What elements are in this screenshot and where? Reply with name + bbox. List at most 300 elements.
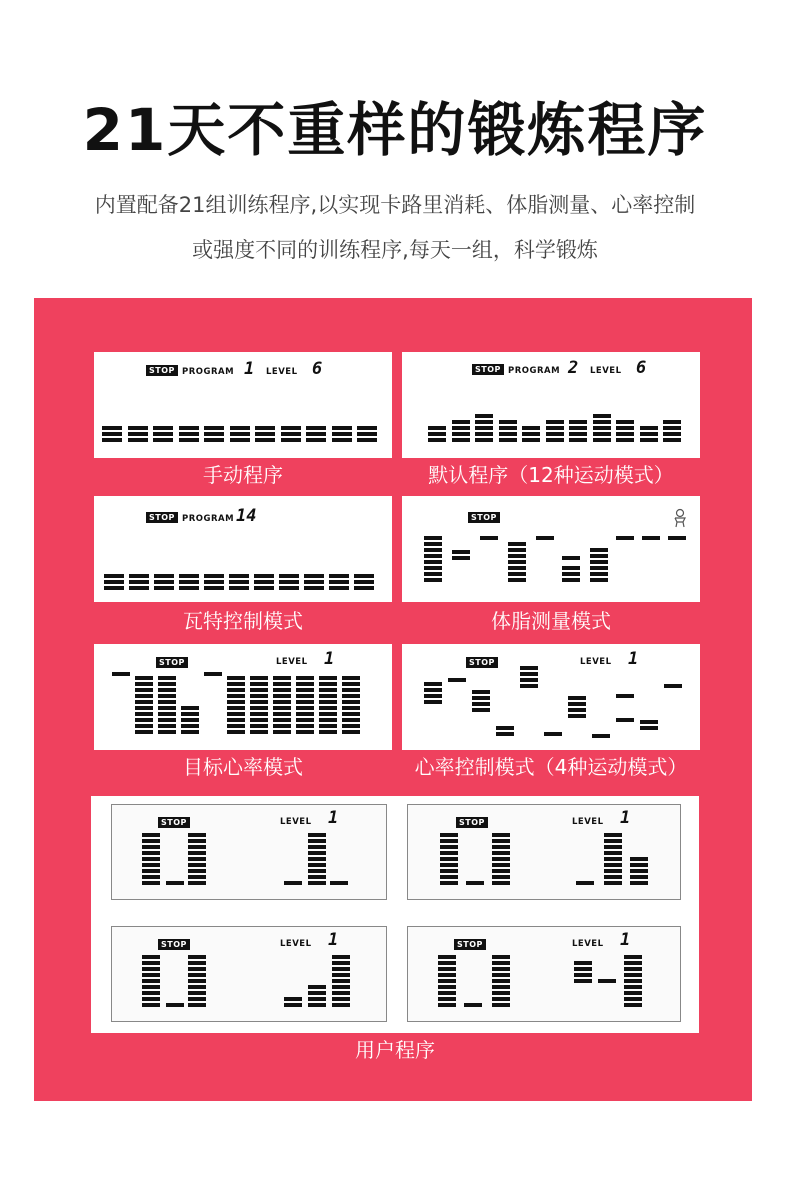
- program-label: PROGRAM: [182, 367, 235, 377]
- lcd-segment: [154, 574, 174, 578]
- stop-indicator: STOP: [472, 364, 504, 375]
- heart-rate-control-display: [402, 644, 700, 750]
- lcd-segment: [663, 438, 681, 442]
- lcd-segment: [440, 857, 458, 861]
- lcd-segment: [227, 694, 245, 698]
- page-title: 21天不重样的锻炼程序: [82, 96, 708, 164]
- lcd-segment: [227, 682, 245, 686]
- lcd-segment: [279, 574, 299, 578]
- lcd-segment: [179, 586, 199, 590]
- lcd-segment: [255, 438, 275, 442]
- lcd-segment: [158, 718, 176, 722]
- lcd-segment: [499, 426, 517, 430]
- lcd-segment: [230, 432, 250, 436]
- lcd-segment: [112, 672, 130, 676]
- user-programs-block: [91, 796, 699, 1033]
- person-icon: [672, 508, 688, 528]
- mode-caption-target-hr: 目标心率模式: [183, 755, 303, 779]
- lcd-segment: [604, 875, 622, 879]
- lcd-segment: [464, 1003, 482, 1007]
- lcd-segment: [492, 875, 510, 879]
- lcd-segment: [424, 542, 442, 546]
- lcd-segment: [204, 586, 224, 590]
- lcd-segment: [590, 566, 608, 570]
- lcd-segment: [576, 881, 594, 885]
- lcd-segment: [204, 438, 224, 442]
- level-label: LEVEL: [572, 939, 604, 949]
- lcd-segment: [640, 726, 658, 730]
- level-label: LEVEL: [280, 817, 312, 827]
- lcd-segment: [135, 718, 153, 722]
- level-number: 1: [628, 649, 639, 669]
- lcd-segment: [227, 712, 245, 716]
- lcd-segment: [306, 426, 326, 430]
- lcd-segment: [642, 536, 660, 540]
- lcd-segment: [424, 682, 442, 686]
- lcd-segment: [424, 560, 442, 564]
- lcd-segment: [296, 712, 314, 716]
- lcd-segment: [308, 881, 326, 885]
- lcd-segment: [102, 438, 122, 442]
- lcd-segment: [624, 967, 642, 971]
- lcd-segment: [319, 676, 337, 680]
- lcd-segment: [273, 724, 291, 728]
- stop-indicator: STOP: [146, 365, 178, 376]
- lcd-segment: [357, 438, 377, 442]
- lcd-segment: [296, 676, 314, 680]
- lcd-segment: [496, 732, 514, 736]
- lcd-segment: [166, 881, 184, 885]
- lcd-segment: [273, 712, 291, 716]
- stop-indicator: STOP: [156, 657, 188, 668]
- lcd-segment: [522, 426, 540, 430]
- lcd-segment: [424, 694, 442, 698]
- lcd-segment: [480, 536, 498, 540]
- lcd-segment: [135, 688, 153, 692]
- lcd-segment: [522, 432, 540, 436]
- stop-indicator: STOP: [454, 939, 486, 950]
- lcd-segment: [135, 730, 153, 734]
- lcd-segment: [279, 586, 299, 590]
- lcd-segment: [188, 833, 206, 837]
- lcd-segment: [308, 863, 326, 867]
- lcd-segment: [452, 550, 470, 554]
- lcd-segment: [250, 730, 268, 734]
- lcd-segment: [142, 833, 160, 837]
- lcd-segment: [188, 857, 206, 861]
- lcd-segment: [181, 718, 199, 722]
- lcd-segment: [281, 432, 301, 436]
- lcd-segment: [308, 857, 326, 861]
- lcd-segment: [296, 694, 314, 698]
- lcd-segment: [508, 560, 526, 564]
- lcd-segment: [492, 1003, 510, 1007]
- lcd-segment: [536, 536, 554, 540]
- lcd-segment: [142, 869, 160, 873]
- lcd-segment: [522, 438, 540, 442]
- lcd-segment: [158, 706, 176, 710]
- lcd-segment: [128, 426, 148, 430]
- lcd-segment: [158, 712, 176, 716]
- stop-indicator: STOP: [158, 939, 190, 950]
- lcd-segment: [273, 718, 291, 722]
- lcd-segment: [188, 839, 206, 843]
- lcd-segment: [640, 426, 658, 430]
- lcd-segment: [593, 432, 611, 436]
- lcd-segment: [135, 676, 153, 680]
- lcd-segment: [188, 881, 206, 885]
- level-number: 6: [312, 359, 323, 379]
- lcd-segment: [624, 1003, 642, 1007]
- lcd-segment: [142, 991, 160, 995]
- lcd-segment: [332, 973, 350, 977]
- lcd-segment: [520, 678, 538, 682]
- lcd-segment: [308, 985, 326, 989]
- lcd-segment: [142, 881, 160, 885]
- lcd-segment: [624, 961, 642, 965]
- mode-caption-body-fat: 体脂测量模式: [491, 609, 611, 633]
- lcd-segment: [616, 718, 634, 722]
- lcd-segment: [590, 578, 608, 582]
- lcd-segment: [630, 869, 648, 873]
- lcd-segment: [452, 556, 470, 560]
- lcd-segment: [188, 997, 206, 1001]
- lcd-segment: [188, 869, 206, 873]
- lcd-segment: [273, 694, 291, 698]
- lcd-segment: [284, 997, 302, 1001]
- level-number: 1: [328, 808, 339, 828]
- lcd-segment: [227, 730, 245, 734]
- lcd-segment: [342, 694, 360, 698]
- lcd-segment: [129, 574, 149, 578]
- lcd-segment: [440, 851, 458, 855]
- lcd-segment: [424, 572, 442, 576]
- mode-caption-hr-control: 心率控制模式（4种运动模式）: [414, 755, 688, 779]
- lcd-segment: [330, 881, 348, 885]
- lcd-segment: [142, 857, 160, 861]
- lcd-segment: [308, 869, 326, 873]
- lcd-segment: [308, 839, 326, 843]
- lcd-segment: [319, 724, 337, 728]
- manual-program-display: [94, 352, 392, 458]
- lcd-segment: [158, 682, 176, 686]
- lcd-segment: [104, 574, 124, 578]
- lcd-segment: [158, 724, 176, 728]
- lcd-segment: [135, 724, 153, 728]
- lcd-segment: [574, 961, 592, 965]
- level-number: 1: [328, 930, 339, 950]
- level-number: 1: [620, 930, 631, 950]
- stop-indicator: STOP: [456, 817, 488, 828]
- lcd-segment: [604, 839, 622, 843]
- program-label: PROGRAM: [182, 514, 235, 524]
- lcd-segment: [440, 869, 458, 873]
- lcd-segment: [562, 578, 580, 582]
- mode-caption-user: 用户程序: [355, 1038, 435, 1062]
- lcd-segment: [590, 554, 608, 558]
- lcd-segment: [590, 572, 608, 576]
- lcd-segment: [179, 426, 199, 430]
- lcd-segment: [188, 973, 206, 977]
- lcd-segment: [438, 991, 456, 995]
- lcd-segment: [598, 979, 616, 983]
- lcd-segment: [544, 732, 562, 736]
- lcd-segment: [204, 426, 224, 430]
- lcd-segment: [499, 432, 517, 436]
- level-label: LEVEL: [280, 939, 312, 949]
- level-label: LEVEL: [580, 657, 612, 667]
- lcd-segment: [590, 560, 608, 564]
- lcd-segment: [492, 833, 510, 837]
- lcd-segment: [227, 688, 245, 692]
- lcd-segment: [254, 586, 274, 590]
- level-label: LEVEL: [266, 367, 298, 377]
- lcd-segment: [229, 586, 249, 590]
- lcd-segment: [279, 580, 299, 584]
- lcd-segment: [250, 694, 268, 698]
- lcd-segment: [204, 672, 222, 676]
- program-number: 2: [568, 358, 579, 378]
- lcd-segment: [179, 432, 199, 436]
- lcd-segment: [142, 875, 160, 879]
- lcd-segment: [142, 851, 160, 855]
- lcd-segment: [492, 991, 510, 995]
- lcd-segment: [569, 432, 587, 436]
- mode-caption-watt: 瓦特控制模式: [183, 609, 303, 633]
- lcd-segment: [664, 684, 682, 688]
- lcd-segment: [568, 696, 586, 700]
- lcd-segment: [440, 875, 458, 879]
- lcd-segment: [440, 833, 458, 837]
- lcd-segment: [158, 676, 176, 680]
- lcd-segment: [319, 718, 337, 722]
- lcd-segment: [475, 420, 493, 424]
- lcd-segment: [492, 985, 510, 989]
- lcd-segment: [230, 438, 250, 442]
- lcd-segment: [568, 708, 586, 712]
- lcd-segment: [254, 574, 274, 578]
- lcd-segment: [308, 991, 326, 995]
- lcd-segment: [332, 432, 352, 436]
- lcd-segment: [668, 536, 686, 540]
- lcd-segment: [593, 414, 611, 418]
- lcd-segment: [308, 1003, 326, 1007]
- lcd-segment: [354, 580, 374, 584]
- lcd-segment: [227, 718, 245, 722]
- lcd-segment: [319, 694, 337, 698]
- lcd-segment: [466, 881, 484, 885]
- lcd-segment: [255, 432, 275, 436]
- lcd-segment: [188, 985, 206, 989]
- lcd-segment: [181, 706, 199, 710]
- lcd-segment: [306, 438, 326, 442]
- lcd-segment: [440, 839, 458, 843]
- lcd-segment: [492, 881, 510, 885]
- lcd-segment: [332, 997, 350, 1001]
- lcd-segment: [492, 857, 510, 861]
- lcd-segment: [188, 961, 206, 965]
- lcd-segment: [428, 426, 446, 430]
- lcd-segment: [296, 682, 314, 686]
- lcd-segment: [574, 967, 592, 971]
- lcd-segment: [424, 536, 442, 540]
- lcd-segment: [492, 869, 510, 873]
- lcd-segment: [281, 426, 301, 430]
- lcd-segment: [452, 432, 470, 436]
- lcd-segment: [562, 572, 580, 576]
- lcd-segment: [229, 580, 249, 584]
- lcd-segment: [181, 712, 199, 716]
- lcd-segment: [438, 985, 456, 989]
- lcd-segment: [568, 702, 586, 706]
- lcd-segment: [492, 955, 510, 959]
- target-heart-rate-display: [94, 644, 392, 750]
- lcd-segment: [546, 438, 564, 442]
- lcd-segment: [250, 706, 268, 710]
- lcd-segment: [472, 702, 490, 706]
- lcd-segment: [142, 1003, 160, 1007]
- lcd-segment: [142, 979, 160, 983]
- lcd-segment: [630, 875, 648, 879]
- lcd-segment: [179, 574, 199, 578]
- default-program-display: [402, 352, 700, 458]
- stop-indicator: STOP: [158, 817, 190, 828]
- lcd-segment: [593, 426, 611, 430]
- lcd-segment: [332, 955, 350, 959]
- lcd-segment: [332, 1003, 350, 1007]
- lcd-segment: [475, 432, 493, 436]
- lcd-segment: [142, 973, 160, 977]
- lcd-segment: [142, 961, 160, 965]
- lcd-segment: [520, 684, 538, 688]
- lcd-segment: [438, 979, 456, 983]
- lcd-segment: [329, 586, 349, 590]
- level-label: LEVEL: [276, 657, 308, 667]
- lcd-segment: [604, 881, 622, 885]
- lcd-segment: [569, 438, 587, 442]
- lcd-segment: [568, 714, 586, 718]
- lcd-segment: [308, 851, 326, 855]
- lcd-segment: [319, 700, 337, 704]
- lcd-segment: [630, 863, 648, 867]
- lcd-segment: [188, 845, 206, 849]
- lcd-segment: [319, 682, 337, 686]
- lcd-segment: [604, 869, 622, 873]
- lcd-segment: [135, 700, 153, 704]
- lcd-segment: [135, 682, 153, 686]
- lcd-segment: [616, 694, 634, 698]
- lcd-segment: [273, 730, 291, 734]
- lcd-segment: [304, 586, 324, 590]
- lcd-segment: [329, 574, 349, 578]
- lcd-segment: [499, 438, 517, 442]
- lcd-segment: [102, 426, 122, 430]
- lcd-segment: [102, 432, 122, 436]
- lcd-segment: [204, 580, 224, 584]
- lcd-segment: [204, 432, 224, 436]
- level-number: 1: [324, 649, 335, 669]
- lcd-segment: [188, 967, 206, 971]
- lcd-segment: [332, 967, 350, 971]
- lcd-segment: [319, 706, 337, 710]
- lcd-segment: [129, 586, 149, 590]
- lcd-segment: [319, 712, 337, 716]
- lcd-segment: [616, 536, 634, 540]
- lcd-segment: [128, 438, 148, 442]
- lcd-segment: [166, 1003, 184, 1007]
- lcd-segment: [229, 574, 249, 578]
- lcd-segment: [319, 730, 337, 734]
- lcd-segment: [273, 706, 291, 710]
- lcd-segment: [424, 566, 442, 570]
- lcd-segment: [250, 688, 268, 692]
- lcd-segment: [296, 688, 314, 692]
- lcd-segment: [424, 554, 442, 558]
- lcd-segment: [250, 676, 268, 680]
- lcd-segment: [158, 700, 176, 704]
- lcd-segment: [492, 973, 510, 977]
- lcd-segment: [332, 979, 350, 983]
- lcd-segment: [188, 991, 206, 995]
- lcd-segment: [569, 426, 587, 430]
- lcd-segment: [304, 580, 324, 584]
- lcd-segment: [475, 438, 493, 442]
- lcd-segment: [142, 997, 160, 1001]
- stop-indicator: STOP: [468, 512, 500, 523]
- lcd-segment: [332, 991, 350, 995]
- lcd-segment: [273, 688, 291, 692]
- lcd-segment: [424, 548, 442, 552]
- lcd-segment: [604, 833, 622, 837]
- lcd-segment: [104, 586, 124, 590]
- lcd-segment: [142, 863, 160, 867]
- lcd-segment: [332, 985, 350, 989]
- lcd-segment: [104, 580, 124, 584]
- lcd-segment: [230, 426, 250, 430]
- lcd-segment: [496, 726, 514, 730]
- lcd-segment: [342, 682, 360, 686]
- lcd-segment: [438, 997, 456, 1001]
- lcd-segment: [304, 574, 324, 578]
- lcd-segment: [250, 682, 268, 686]
- lcd-segment: [508, 566, 526, 570]
- lcd-segment: [452, 426, 470, 430]
- lcd-segment: [227, 706, 245, 710]
- lcd-segment: [640, 720, 658, 724]
- lcd-segment: [158, 688, 176, 692]
- lcd-segment: [640, 438, 658, 442]
- lcd-segment: [342, 724, 360, 728]
- lcd-segment: [428, 432, 446, 436]
- user-program-display: [111, 926, 387, 1022]
- lcd-segment: [440, 845, 458, 849]
- lcd-segment: [593, 420, 611, 424]
- lcd-segment: [154, 580, 174, 584]
- lcd-segment: [142, 985, 160, 989]
- lcd-segment: [492, 863, 510, 867]
- stop-indicator: STOP: [146, 512, 178, 523]
- lcd-segment: [604, 845, 622, 849]
- lcd-segment: [624, 973, 642, 977]
- lcd-segment: [227, 724, 245, 728]
- lcd-segment: [306, 432, 326, 436]
- lcd-segment: [492, 997, 510, 1001]
- lcd-segment: [179, 438, 199, 442]
- lcd-segment: [179, 580, 199, 584]
- lcd-segment: [158, 730, 176, 734]
- lcd-segment: [428, 438, 446, 442]
- program-label: PROGRAM: [508, 366, 561, 376]
